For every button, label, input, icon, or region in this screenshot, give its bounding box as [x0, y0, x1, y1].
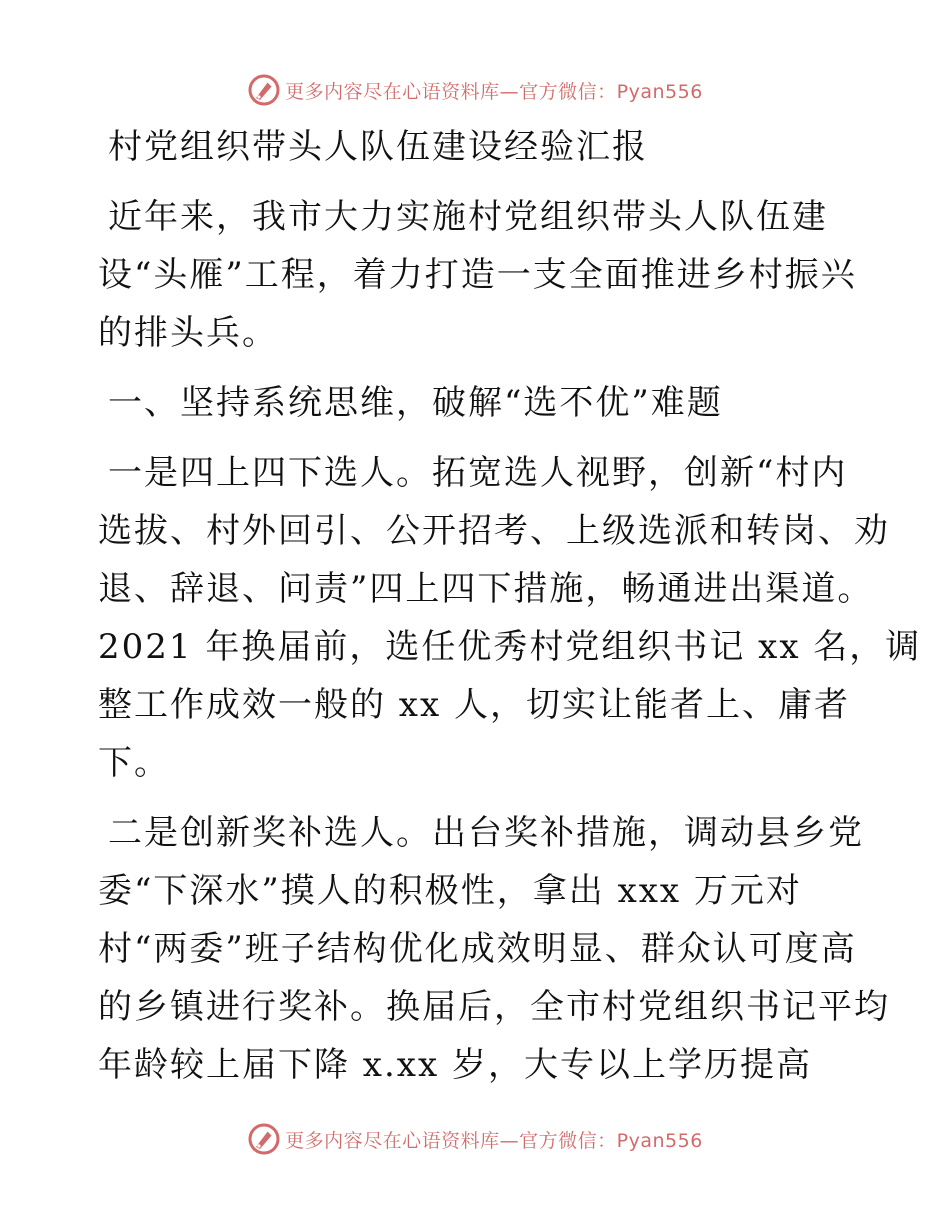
text-line: 设“头雁”工程，着力打造一支全面推进乡村振兴	[98, 255, 857, 295]
text-line: 下。	[98, 743, 170, 783]
paragraph-1	[98, 444, 922, 792]
text-line: 2021 年换届前，选任优秀村党组织书记 xx 名，调	[98, 627, 922, 667]
text-line: 年龄较上届下降 x.xx 岁，大专以上学历提高	[98, 1045, 812, 1085]
text-line: 整工作成效一般的 xx 人，切实让能者上、庸者	[98, 685, 850, 725]
paragraph-2	[98, 804, 890, 1094]
document-title: 村党组织带头人队伍建设经验汇报	[108, 127, 648, 167]
watermark-text: 更多内容尽在心语资料库—官方微信：Pyan556	[285, 80, 703, 103]
text-line: 选拔、村外回引、公开招考、上级选派和转岗、劝	[98, 511, 890, 551]
text-line: 村“两委”班子结构优化成效明显、群众认可度高	[98, 929, 857, 969]
text-line: 二是创新奖补选人。出台奖补措施，调动县乡党	[108, 813, 864, 853]
header-watermark	[0, 70, 950, 110]
text-line: 一是四上四下选人。拓宽选人视野，创新“村内	[108, 453, 848, 493]
pen-nib-seal-icon	[247, 1122, 281, 1156]
text-line: 的排头兵。	[98, 313, 278, 353]
text-line: 的乡镇进行奖补。换届后，全市村党组织书记平均	[98, 987, 890, 1027]
text-line: 委“下深水”摸人的积极性，拿出 xxx 万元对	[98, 871, 802, 911]
watermark-text: 更多内容尽在心语资料库—官方微信：Pyan556	[285, 1129, 703, 1152]
text-line: 近年来，我市大力实施村党组织带头人队伍建	[108, 197, 828, 237]
section-heading: 一、坚持系统思维，破解“选不优”难题	[108, 383, 723, 423]
footer-watermark	[0, 1119, 950, 1159]
intro-paragraph	[98, 188, 857, 362]
pen-nib-seal-icon	[247, 73, 281, 107]
document-body	[98, 118, 922, 1106]
text-line: 退、辞退、问责”四上四下措施，畅通进出渠道。	[98, 569, 874, 609]
